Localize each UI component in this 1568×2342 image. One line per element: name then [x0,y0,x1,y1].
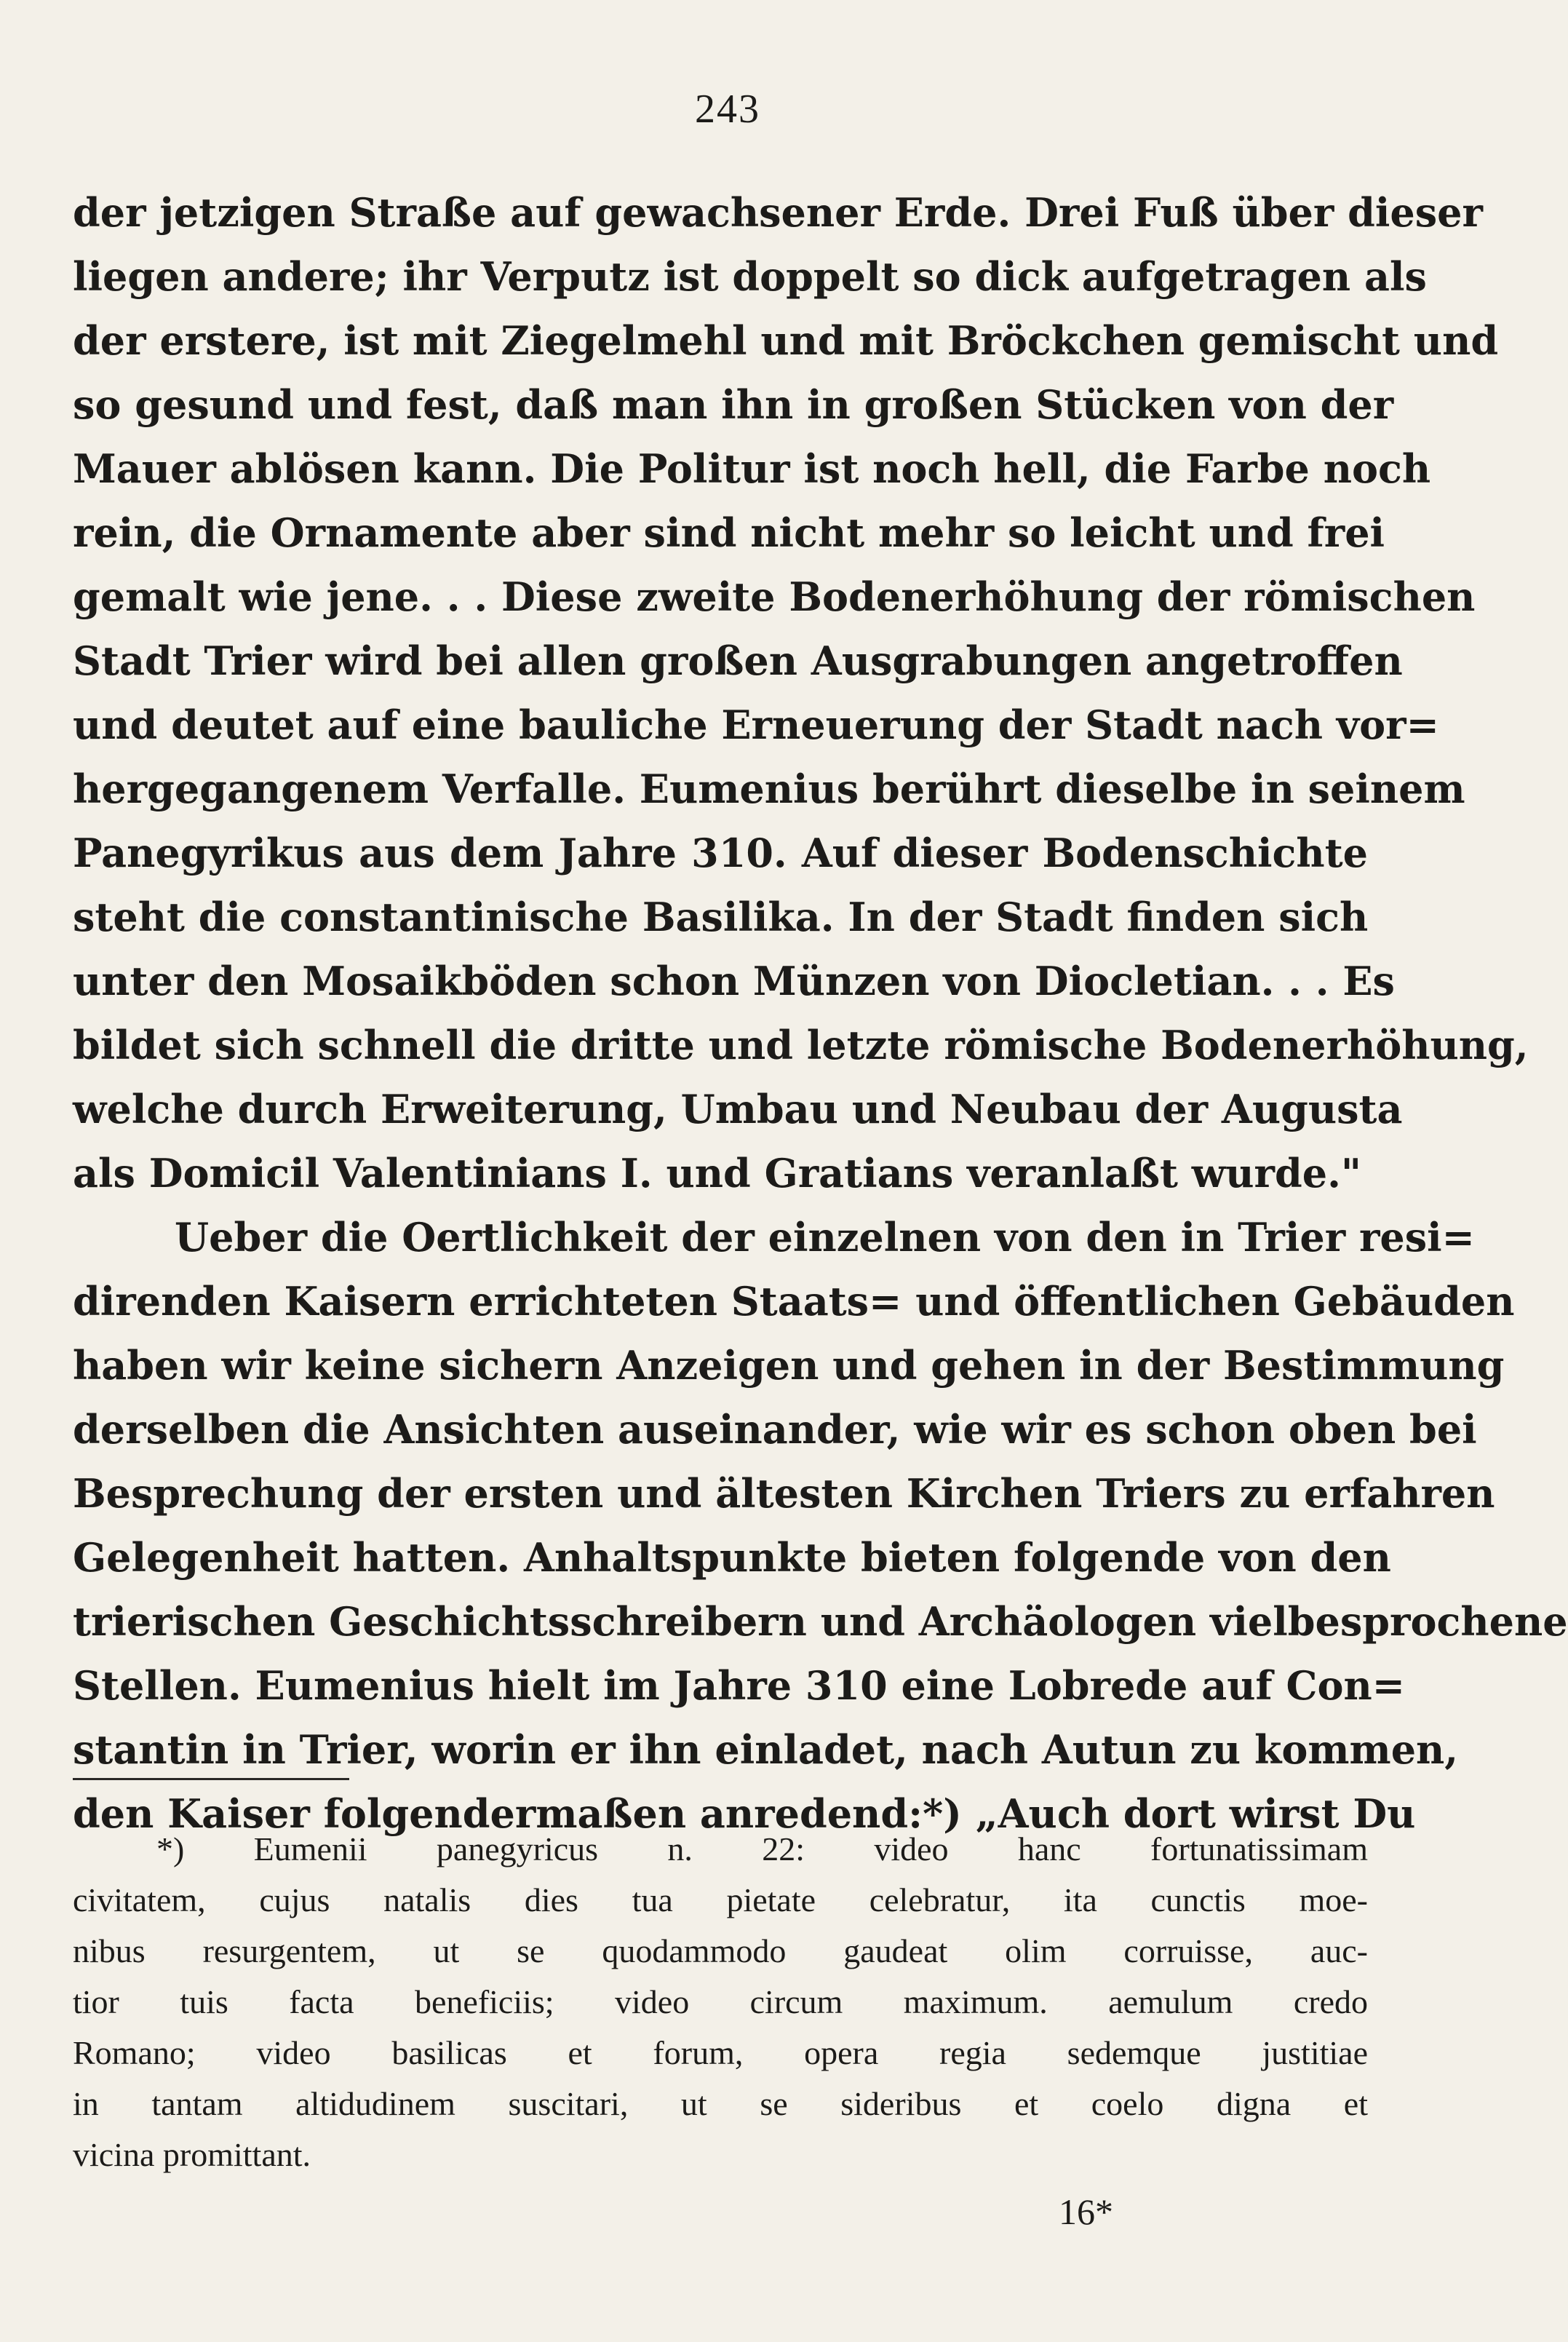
text-line: den Kaiser folgendermaßen anredend:*) „Auch dort wirst Du [73,1790,1416,1837]
text-line: derselben die Ansichten auseinander, wie wir es schon oben bei [73,1406,1477,1453]
text-line: so gesund und fest, daß man ihn in großen Stücken von der [73,381,1394,428]
footnote-divider [73,1778,349,1780]
main-text [73,180,1568,1846]
text-line: haben wir keine sichern Anzeigen und gehen in der Bestimmung [73,1342,1505,1389]
text-line: unter den Mosaikböden schon Münzen von Diocletian. . . Es [73,958,1395,1004]
footnote-line: tior tuis facta beneficiis; video circum maximum. aemulum credo [73,1983,1368,2020]
text-line: Stellen. Eumenius hielt im Jahre 310 eine Lobrede auf Con= [73,1662,1405,1709]
footnote-line: Romano; video basilicas et forum, opera regia sedemque justitiae [73,2034,1368,2071]
text-line: rein, die Ornamente aber sind nicht mehr so leicht und frei [73,509,1385,556]
text-line: direnden Kaisern errichteten Staats= und öffentlichen Gebäuden [73,1278,1515,1325]
text-line: liegen andere; ihr Verputz ist doppelt so dick aufgetragen als [73,253,1427,300]
text-line: und deutet auf eine bauliche Erneuerung der Stadt nach vor= [73,702,1439,748]
paragraph-end-line: als Domicil Valentinians I. und Gratians veranlaßt wurde." [73,1150,1362,1196]
footnote-line: nibus resurgentem, ut se quodammodo gaudeat olim corruisse, auc- [73,1932,1368,1969]
text-line: steht die constantinische Basilika. In der Stadt finden sich [73,894,1369,940]
text-line: Gelegenheit hatten. Anhaltspunkte bieten folgende von den [73,1534,1391,1581]
text-line: bildet sich schnell die dritte und letzte römische Bodenerhöhung, [73,1022,1529,1068]
text-line: gemalt wie jene. . . Diese zweite Bodenerhöhung der römischen [73,573,1476,620]
text-line: trierischen Geschichtsschreibern und Archäologen vielbesprochene [73,1598,1568,1645]
text-line: stantin in Trier, worin er ihn einladet, nach Autun zu kommen, [73,1726,1459,1773]
text-line: der jetzigen Straße auf gewachsener Erde. Drei Fuß über dieser [73,189,1483,236]
footnote-line: civitatem, cujus natalis dies tua pietate celebratur, ita cunctis moe- [73,1881,1368,1918]
text-line: hergegangenem Verfalle. Eumenius berührt dieselbe in seinem [73,766,1465,812]
paragraph-start-line: Ueber die Oertlichkeit der einzelnen von den in Trier resi= [175,1214,1475,1261]
footnote-line: in tantam altidudinem suscitari, ut se sideribus et coelo digna et [73,2085,1368,2122]
text-line: Mauer ablösen kann. Die Politur ist noch hell, die Farbe noch [73,445,1431,492]
text-line: Stadt Trier wird bei allen großen Ausgrabungen angetroffen [73,638,1403,684]
page-number: 243 [695,87,760,132]
text-line: Panegyrikus aus dem Jahre 310. Auf dieser Bodenschichte [73,830,1368,876]
footnote [73,1824,1368,2180]
footnote-line: vicina promittant. [73,2136,311,2173]
text-line: Besprechung der ersten und ältesten Kirchen Triers zu erfahren [73,1470,1495,1517]
text-line: welche durch Erweiterung, Umbau und Neubau der Augusta [73,1086,1403,1132]
text-line: der erstere, ist mit Ziegelmehl und mit Bröckchen gemischt und [73,317,1499,364]
sheet-signature: 16* [1059,2191,1113,2232]
footnote-line: *) Eumenii panegyricus n. 22: video hanc fortunatissimam [156,1830,1368,1867]
